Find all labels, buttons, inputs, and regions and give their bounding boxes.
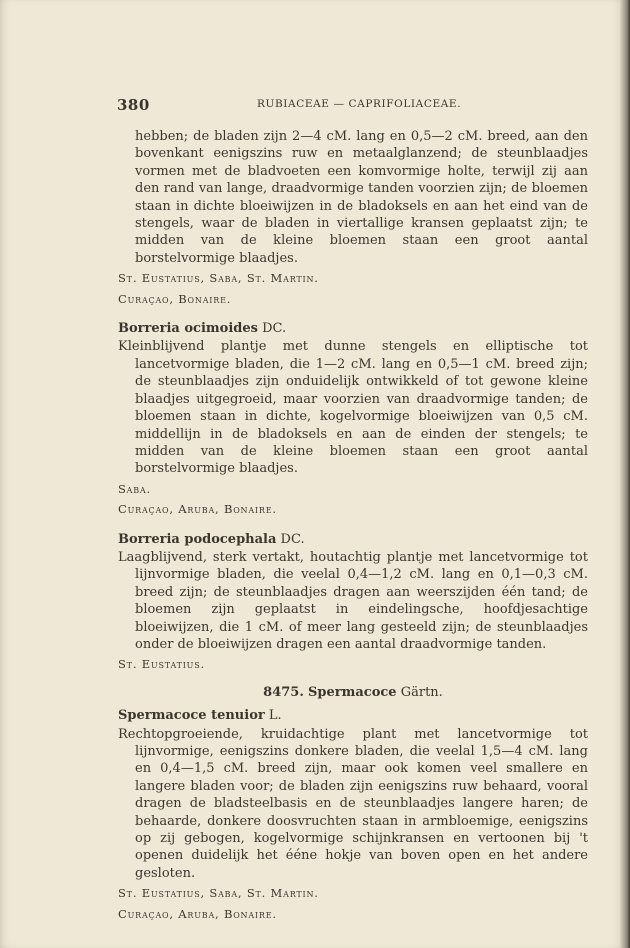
locality-line: Saba.: [118, 481, 151, 496]
species-heading: [118, 531, 588, 548]
genus-heading: [118, 684, 588, 701]
genus-name: Spermacoce: [308, 684, 397, 700]
species-author: DC.: [280, 531, 305, 547]
page-edge: [620, 0, 630, 948]
genus-number: 8475.: [263, 684, 304, 700]
species-description: Rechtopgroeiende, kruidachtige plant met lancetvormige tot lijnvormige, eenigszins donkere bladen, die veelal 1,5—4 cM. lang en 0,4—1,5 cM. breed zijn, maar ook komen veel smallere en langere bladen voor; de bladen zijn eenigszins ruw behaard, vooral dragen de bladsteelbasis en de steunblaadjes langere haren; de behaarde, donkere doosvruchten staan in armbloemige, eenigszins op zij gebogen, kogelvormige schijnkransen en vertoonen bij 't openen duidelijk het ééne hokje van boven open en het andere gesloten.: [118, 726, 588, 881]
locality-line: Curaçao, Aruba, Bonaire.: [118, 502, 277, 517]
page-body: [118, 128, 588, 923]
species-author: DC.: [262, 321, 287, 337]
intro-paragraph: hebben; de bladen zijn 2—4 cM. lang en 0,5—2 cM. breed, aan den bovenkant eenigszins ruw en metaalglanzend; de steunblaadjes vormen met de bladvoeten een komvormige holte, terwijl zij aan den rand van lange, draadvormige tanden voorzien zijn; de bloemen staan in dichte bloeiwijzen in de bladoksels en aan het eind van de stengels, waar de bladen in viertallige kransen geplaatst zijn; te midden van de kleine bloemen staan een groot aantal borstelvormige blaadjes.: [135, 129, 588, 266]
locality-line: St. Eustatius.: [118, 657, 205, 672]
species-heading: [118, 707, 588, 724]
species-heading: [118, 320, 588, 337]
species-description: Kleinblijvend plantje met dunne stengels en elliptische tot lancetvormige bladen, die 1—2 cM. lang en 0,5—1 cM. breed zijn; de steunblaadjes zijn onduidelijk ontwikkeld of tot gewone kleine blaadjes uitgegroeid, maar voorzien van draadvormige tanden; de bloemen staan in dichte, kogelvormige bloeiwijzen van 0,5 cM. middellijn in de bladoksels en aan de einden der stengels; te midden van de kleine bloemen staan een groot aantal borstelvormige blaadjes.: [118, 339, 588, 477]
locality-line: St. Eustatius, Saba, St. Martin.: [118, 886, 319, 901]
locality-line: Curaçao, Bonaire.: [118, 291, 232, 306]
running-head: RUBIACEAE — CAPRIFOLIACEAE.: [257, 98, 462, 110]
species-name: Spermacoce tenuior: [118, 708, 265, 724]
page-header: [117, 96, 587, 116]
species-name: Borreria ocimoides: [118, 321, 258, 337]
locality-line: Curaçao, Aruba, Bonaire.: [118, 906, 277, 921]
species-description: Laagblijvend, sterk vertakt, houtachtig plantje met lancetvormige tot lijnvormige bladen, die veelal 0,4—1,2 cM. lang en 0,1—0,3 cM. breed zijn; de steunblaadjes dragen aan weerszijden één tand; de bloemen zijn geplaatst in eindelingsche, hoofdjesachtige bloeiwijzen, die 1 cM. of meer lang gesteeld zijn; de steunblaadjes onder de bloeiwijzen dragen een aantal draadvormige tanden.: [118, 549, 588, 652]
species-author: L.: [268, 708, 282, 724]
species-name: Borreria podocephala: [118, 531, 277, 547]
page-number: 380: [117, 96, 150, 114]
genus-author: Gärtn.: [400, 684, 443, 700]
locality-line: St. Eustatius, Saba, St. Martin.: [118, 271, 319, 286]
